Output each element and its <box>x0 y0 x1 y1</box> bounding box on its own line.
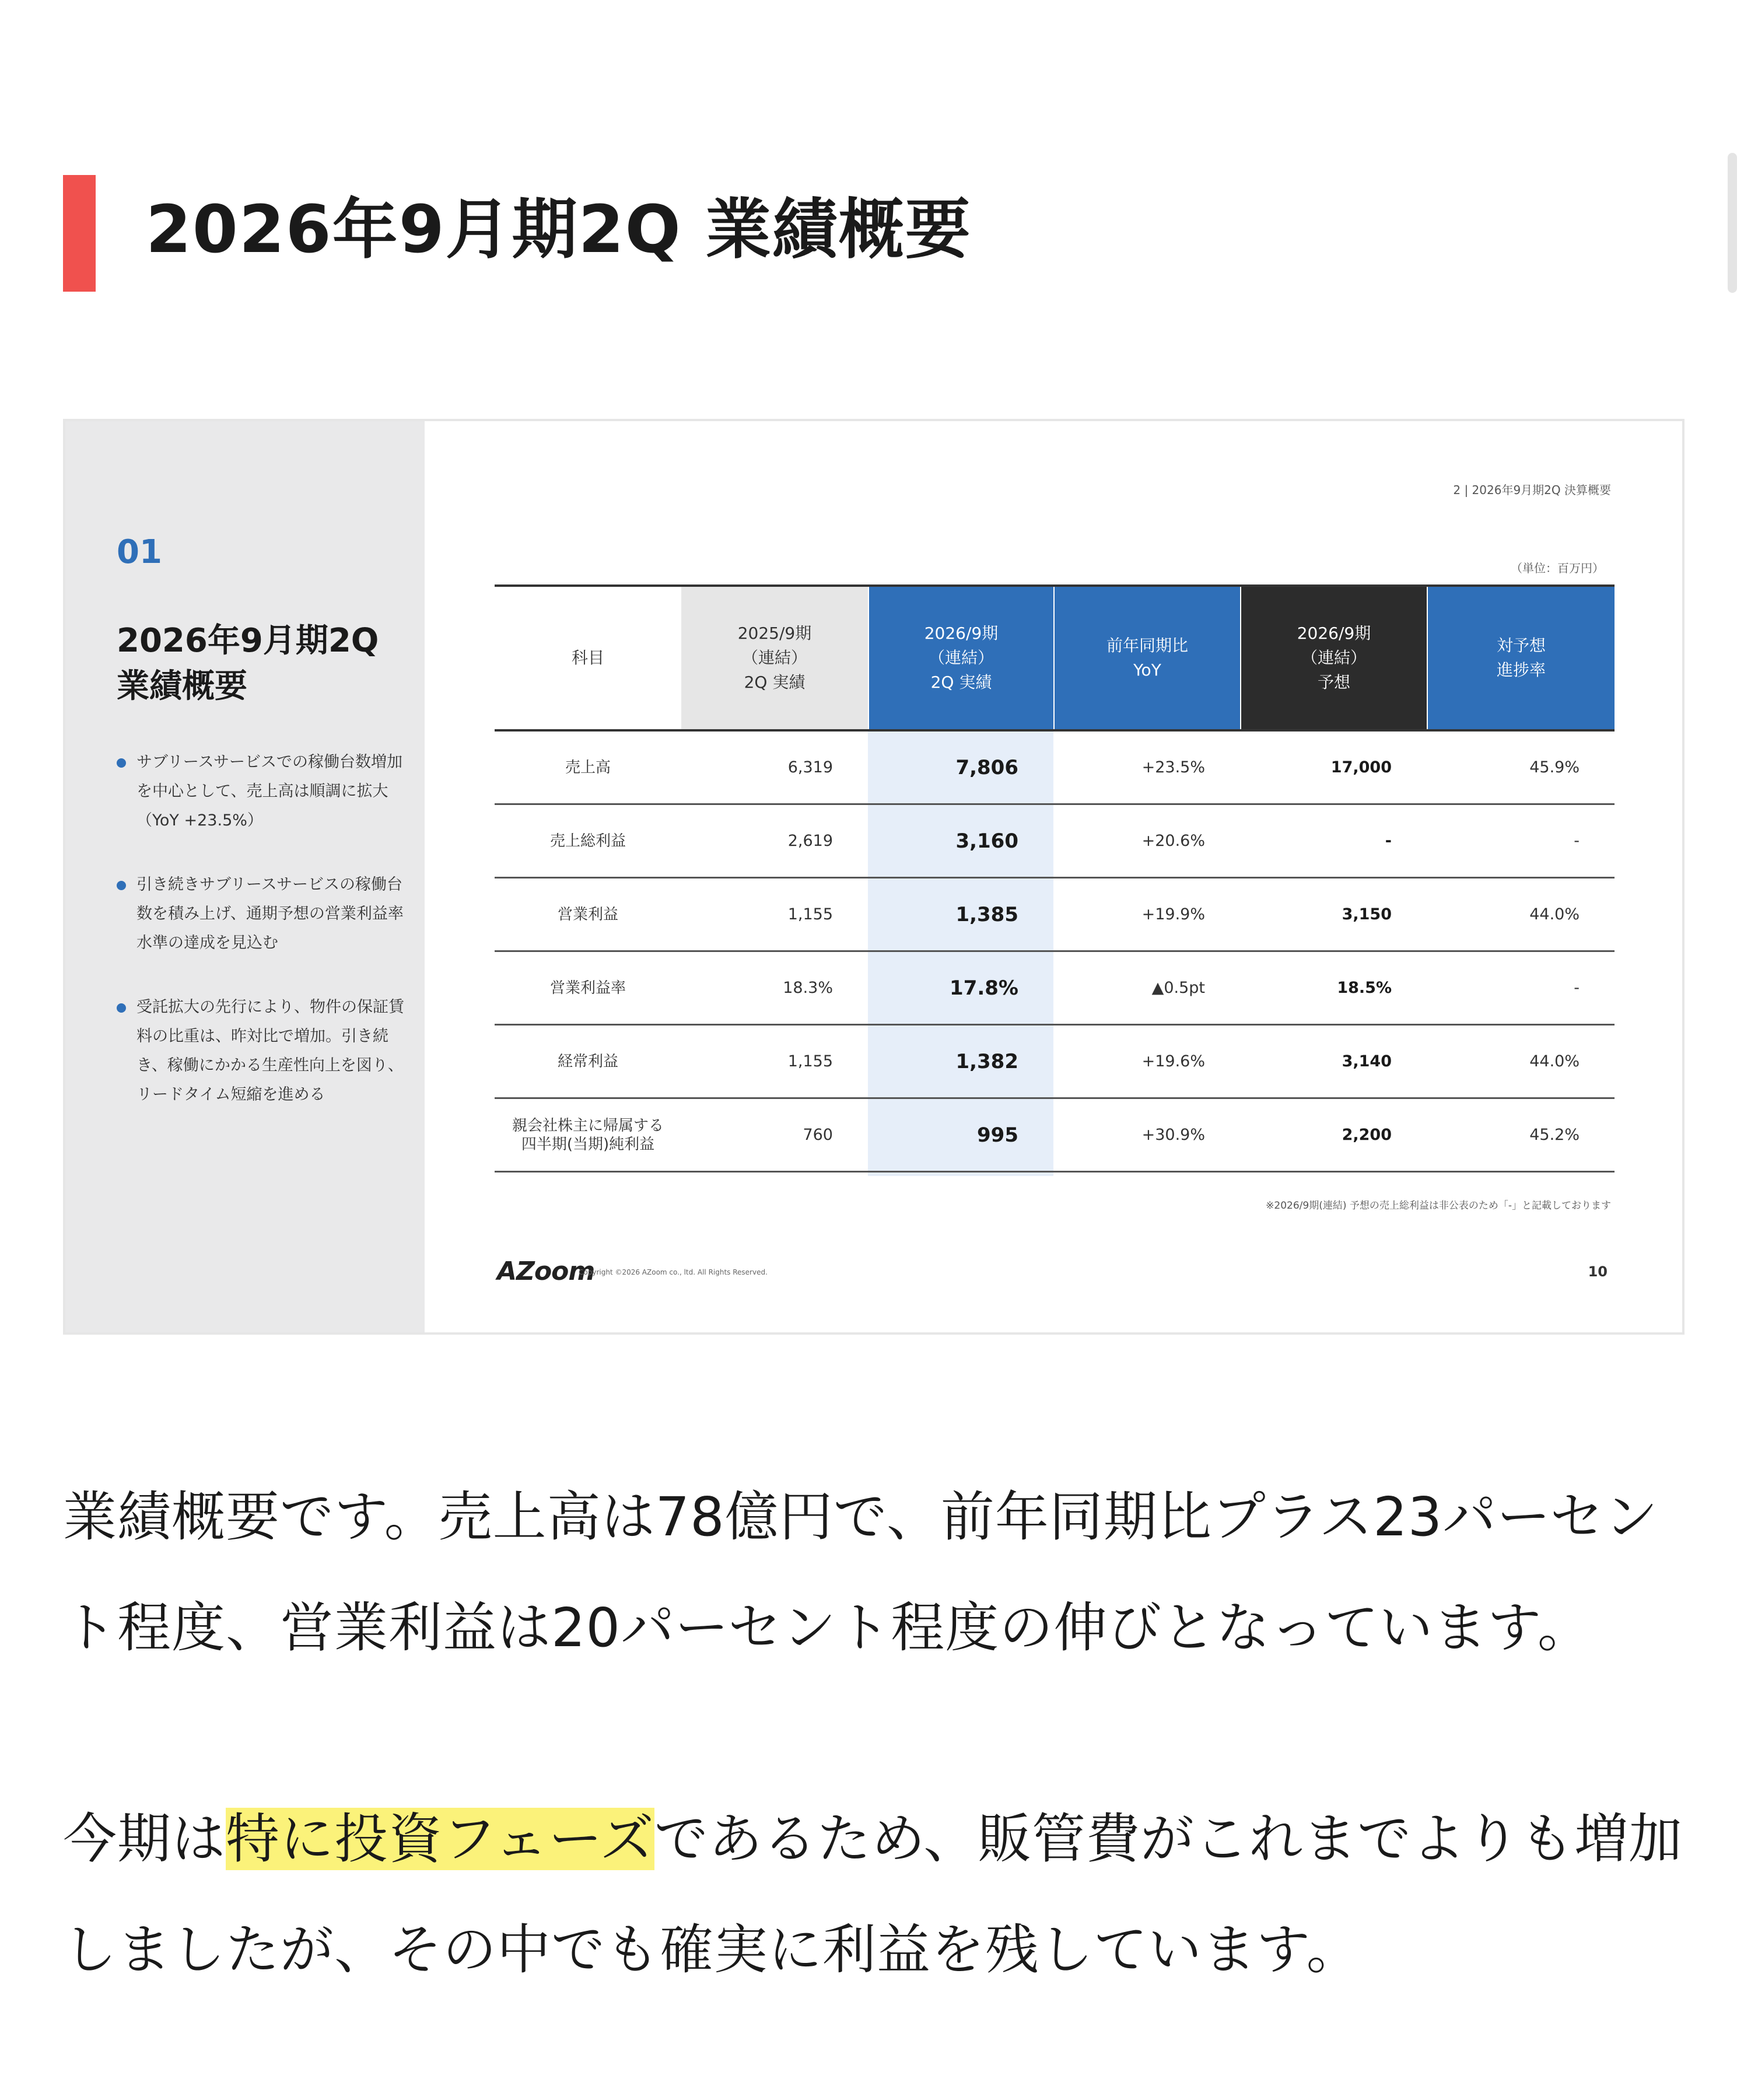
prev-value: 18.3% <box>783 979 833 997</box>
heading-accent-bar <box>63 175 96 292</box>
yoy-value: +20.6% <box>1141 832 1205 850</box>
slide-page-number: 10 <box>1588 1264 1608 1280</box>
unit-label: （単位：百万円） <box>1511 561 1604 575</box>
current-value: 995 <box>977 1123 1018 1147</box>
bullet-item: 引き続きサブリースサービスの稼働台数を積み上げ、通期予想の営業利益率水準の達成を見込む <box>117 870 408 958</box>
progress-value: - <box>1574 979 1580 997</box>
yoy-value: ▲0.5pt <box>1151 979 1205 997</box>
section-number: 01 <box>117 533 162 571</box>
header-item: 科目 <box>571 648 604 667</box>
header-progress: 対予想 進捗率 <box>1427 587 1615 729</box>
row-label: 営業利益 <box>557 905 618 923</box>
slide-sidebar <box>65 421 425 1332</box>
row-label: 売上総利益 <box>549 832 626 850</box>
table-row <box>495 732 1615 805</box>
row-label: 経常利益 <box>557 1052 618 1070</box>
paragraph-text: 今期は <box>63 1808 226 1870</box>
yoy-value: +19.9% <box>1141 905 1205 923</box>
table-row <box>495 878 1615 952</box>
section-title: 2026年9月期2Q 業績概要 <box>117 622 379 706</box>
yoy-value: +30.9% <box>1141 1126 1205 1144</box>
forecast-value: 2,200 <box>1342 1126 1392 1144</box>
paragraph-text: であるため、販管費がこれまでよりも増加しましたが、その中でも確実に利益を残しています。 <box>63 1808 1683 1981</box>
progress-value: 44.0% <box>1529 905 1580 923</box>
article-paragraph-2 <box>63 1784 1696 2006</box>
progress-value: 44.0% <box>1529 1052 1580 1070</box>
forecast-value: - <box>1385 832 1392 850</box>
scrollbar[interactable] <box>1728 153 1737 293</box>
current-value: 1,385 <box>955 902 1018 926</box>
page-title: 2026年9月期2Q 業績概要 <box>146 192 972 268</box>
highlighted-text: 特に投資フェーズ <box>226 1808 654 1870</box>
slide-image <box>63 419 1685 1335</box>
company-logo: AZoom <box>497 1256 595 1286</box>
header-prev-actual: 2025/9期 （連結） 2Q 実績 <box>681 587 868 729</box>
bullet-list <box>117 748 408 1144</box>
table-row <box>495 1099 1615 1172</box>
bullet-item: サブリースサービスでの稼働台数増加を中心として、売上高は順調に拡大（YoY +23.5%） <box>117 748 408 835</box>
bullet-dot-icon <box>117 881 126 890</box>
bullet-dot-icon <box>117 758 126 768</box>
progress-value: 45.9% <box>1529 758 1580 776</box>
table-row <box>495 805 1615 878</box>
bullet-dot-icon <box>117 1003 126 1013</box>
table-row <box>495 1026 1615 1099</box>
progress-value: - <box>1574 832 1580 850</box>
copyright-text: Copyright ©2026 AZoom co., ltd. All Rights Reserved. <box>579 1268 768 1276</box>
prev-value: 760 <box>803 1126 833 1144</box>
forecast-value: 3,150 <box>1342 905 1392 923</box>
forecast-value: 18.5% <box>1337 979 1392 997</box>
current-value: 1,382 <box>955 1049 1018 1073</box>
current-value: 3,160 <box>955 829 1018 853</box>
yoy-value: +23.5% <box>1141 758 1205 776</box>
row-label: 営業利益率 <box>549 979 626 997</box>
table-row <box>495 952 1615 1026</box>
slide-header: 2 | 2026年9月期2Q 決算概要 <box>1453 483 1611 497</box>
header-current-actual: 2026/9期 （連結） 2Q 実績 <box>868 587 1053 729</box>
results-table <box>495 584 1615 1174</box>
table-footnote: ※2026/9期(連結) 予想の売上総利益は非公表のため「-」と記載しております <box>1266 1200 1611 1212</box>
row-label: 売上高 <box>565 758 611 776</box>
prev-value: 2,619 <box>787 832 833 850</box>
progress-value: 45.2% <box>1529 1126 1580 1144</box>
prev-value: 1,155 <box>787 1052 833 1070</box>
header-forecast: 2026/9期 （連結） 予想 <box>1240 587 1427 729</box>
article-paragraph-1: 業績概要です。売上高は78億円で、前年同期比プラス23パーセント程度、営業利益は20パーセント程度の伸びとなっています。 <box>63 1486 1659 1659</box>
forecast-value: 17,000 <box>1330 758 1392 776</box>
current-value: 17.8% <box>950 976 1018 1000</box>
prev-value: 1,155 <box>787 905 833 923</box>
yoy-value: +19.6% <box>1141 1052 1205 1070</box>
prev-value: 6,319 <box>787 758 833 776</box>
row-label: 親会社株主に帰属する 四半期(当期)純利益 <box>512 1116 664 1153</box>
bullet-item: 受託拡大の先行により、物件の保証賃料の比重は、昨対比で増加。引き続き、稼働にかかる生産性向上を図り、リードタイム短縮を進める <box>117 993 408 1110</box>
forecast-value: 3,140 <box>1342 1052 1392 1070</box>
header-yoy: 前年同期比 YoY <box>1053 587 1240 729</box>
table-header-row <box>495 587 1615 729</box>
current-value: 7,806 <box>955 755 1018 779</box>
